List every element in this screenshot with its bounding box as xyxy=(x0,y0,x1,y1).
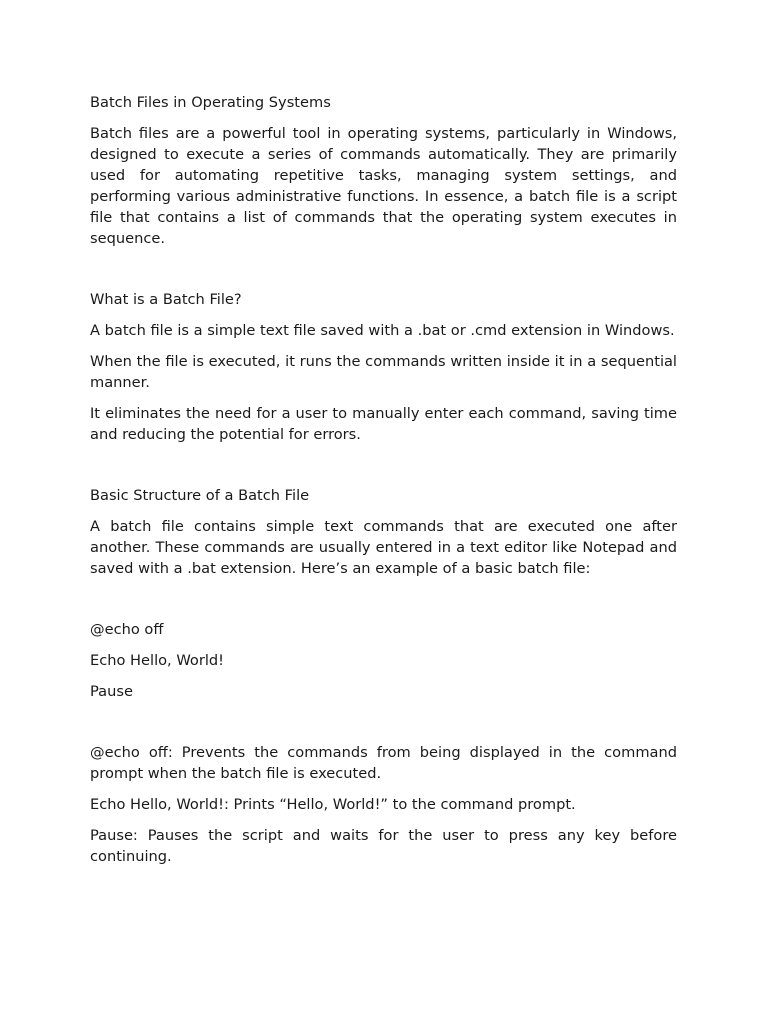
section-heading-structure: Basic Structure of a Batch File xyxy=(90,487,310,504)
code-line-pause: Pause xyxy=(90,683,133,700)
code-line-echo-off: @echo off xyxy=(90,621,164,638)
section-gap xyxy=(90,589,677,619)
code-line-echo-hello: Echo Hello, World! xyxy=(90,652,225,669)
intro-paragraph: Batch files are a powerful tool in operating systems, particularly in Windows, designed to execute a series of commands automatically. They are primarily used for automating repetitive tasks, managing system settings, and performing various administrative functions. In essence, a batch file is a script file that contains a list of commands that the operating system executes in sequence. xyxy=(90,125,677,247)
document-title: Batch Files in Operating Systems xyxy=(90,94,331,111)
section-gap xyxy=(90,259,677,289)
explanation-echo-off: @echo off: Prevents the commands from being displayed in the command prompt when the batch file is executed. xyxy=(90,744,677,782)
section-gap xyxy=(90,455,677,485)
document-page xyxy=(90,92,677,877)
paragraph-execution: When the file is executed, it runs the commands written inside it in a sequential manner. xyxy=(90,353,677,391)
paragraph-definition: A batch file is a simple text file saved with a .bat or .cmd extension in Windows. xyxy=(90,322,675,339)
section-heading-what-is: What is a Batch File? xyxy=(90,291,242,308)
paragraph-benefit: It eliminates the need for a user to manually enter each command, saving time and reducing the potential for errors. xyxy=(90,405,677,443)
paragraph-structure: A batch file contains simple text commands that are executed one after another. These commands are usually entered in a text editor like Notepad and saved with a .bat extension. Here’s an example of a basic batch file: xyxy=(90,518,677,577)
section-gap xyxy=(90,712,677,742)
explanation-echo-hello: Echo Hello, World!: Prints “Hello, World!” to the command prompt. xyxy=(90,796,576,813)
explanation-pause: Pause: Pauses the script and waits for the user to press any key before continuing. xyxy=(90,827,677,865)
